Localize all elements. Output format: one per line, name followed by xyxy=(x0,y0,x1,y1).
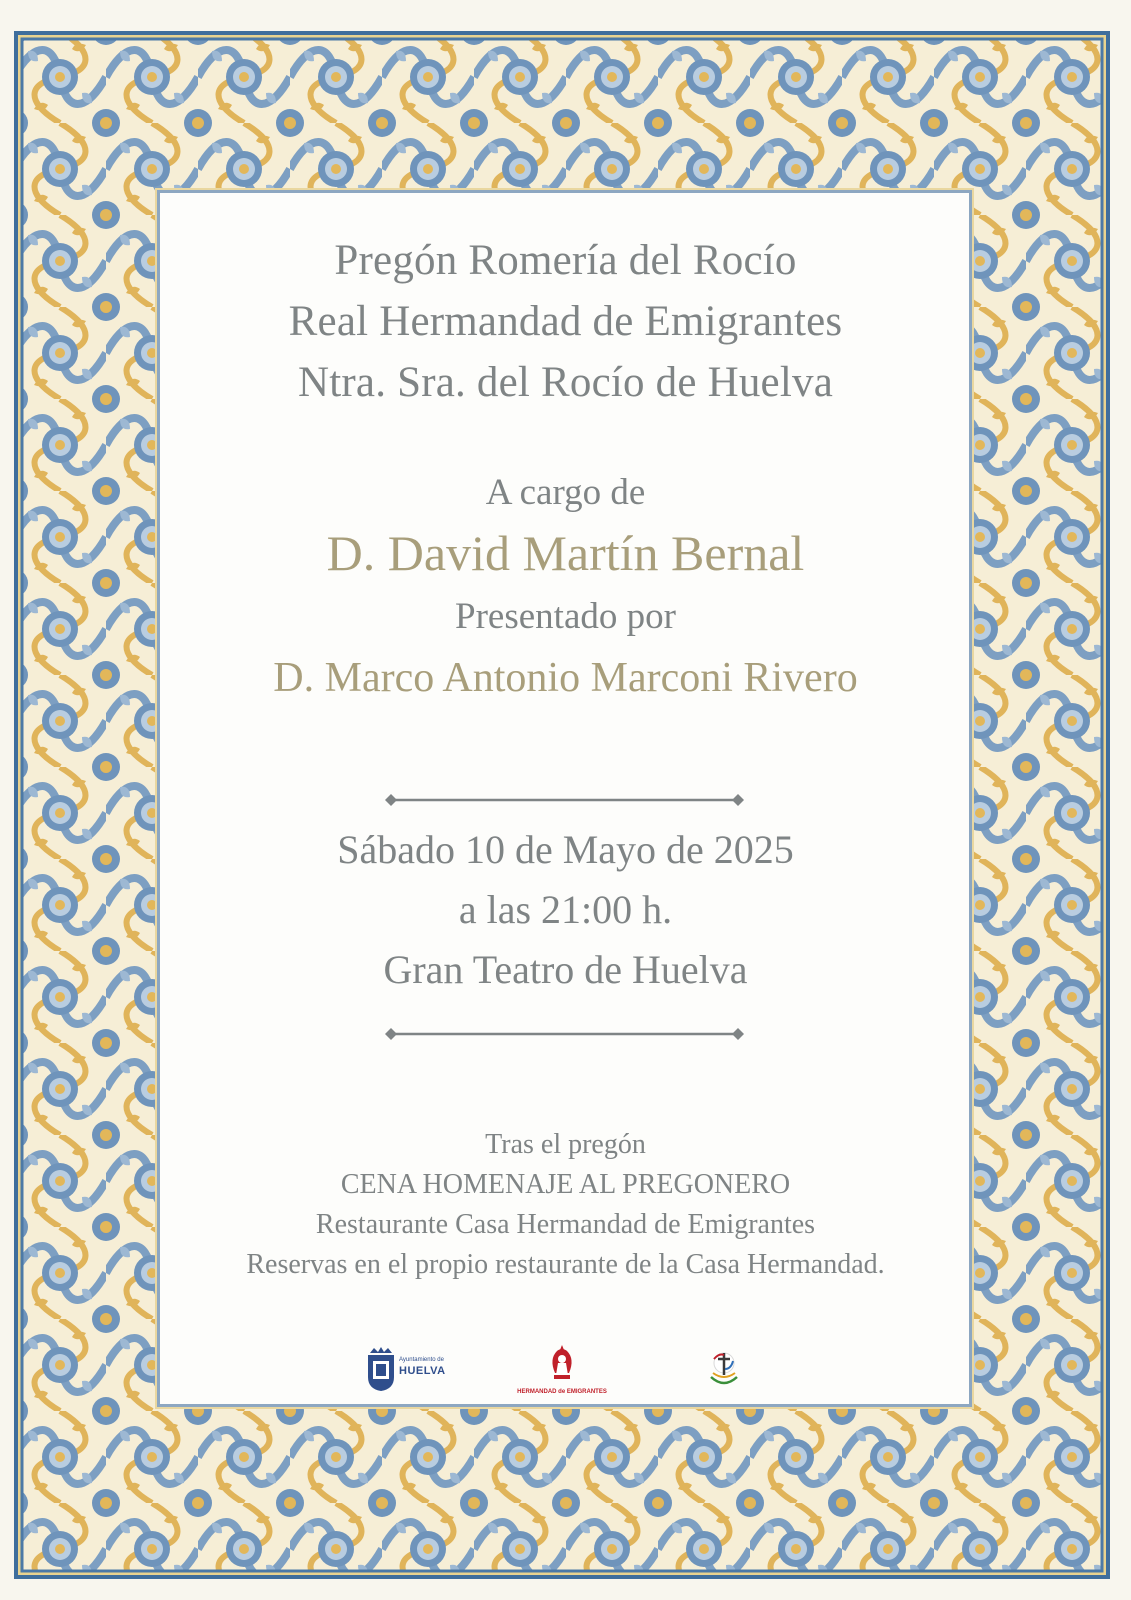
huelva-shield-icon xyxy=(366,1347,396,1391)
sponsor-logos xyxy=(0,1345,1131,1405)
parish-emblem-icon xyxy=(705,1347,743,1389)
speaker-intro: A cargo de xyxy=(485,472,646,513)
dinner-info xyxy=(0,1125,1131,1285)
huelva-logo-small-text: Ayuntamiento de xyxy=(399,1357,444,1363)
hermandad-logo xyxy=(514,1345,610,1401)
presented-by-label: Presentado por xyxy=(455,596,676,637)
dinner-line-2: CENA HOMENAJE AL PREGONERO xyxy=(340,1169,791,1200)
divider-top xyxy=(385,794,744,806)
title-line-2: Real Hermandad de Emigrantes xyxy=(288,298,843,345)
event-time: a las 21:00 h. xyxy=(458,887,673,932)
dinner-line-1: Tras el pregón xyxy=(485,1129,646,1160)
title-line-3: Ntra. Sra. del Rocío de Huelva xyxy=(298,359,833,406)
event-details xyxy=(0,820,1131,1000)
title-line-1: Pregón Romería del Rocío xyxy=(334,237,797,284)
event-venue: Gran Teatro de Huelva xyxy=(383,947,748,992)
speaker-name: D. David Martín Bernal xyxy=(326,525,805,581)
hermandad-logo-text: HERMANDAD de EMIGRANTES xyxy=(517,1389,607,1395)
presenter-name: D. Marco Antonio Marconi Rivero xyxy=(273,655,858,701)
huelva-logo xyxy=(366,1347,456,1393)
parish-emblem xyxy=(705,1347,743,1389)
dinner-line-3: Restaurante Casa Hermandad de Emigrantes xyxy=(315,1209,816,1240)
dinner-line-4: Reservas en el propio restaurante de la Casa Hermandad. xyxy=(246,1249,885,1280)
hermandad-crest-icon xyxy=(549,1345,575,1387)
event-date: Sábado 10 de Mayo de 2025 xyxy=(337,827,794,872)
divider-bottom xyxy=(385,1028,744,1040)
huelva-logo-text: HUELVA xyxy=(399,1365,446,1377)
event-title xyxy=(0,230,1131,413)
